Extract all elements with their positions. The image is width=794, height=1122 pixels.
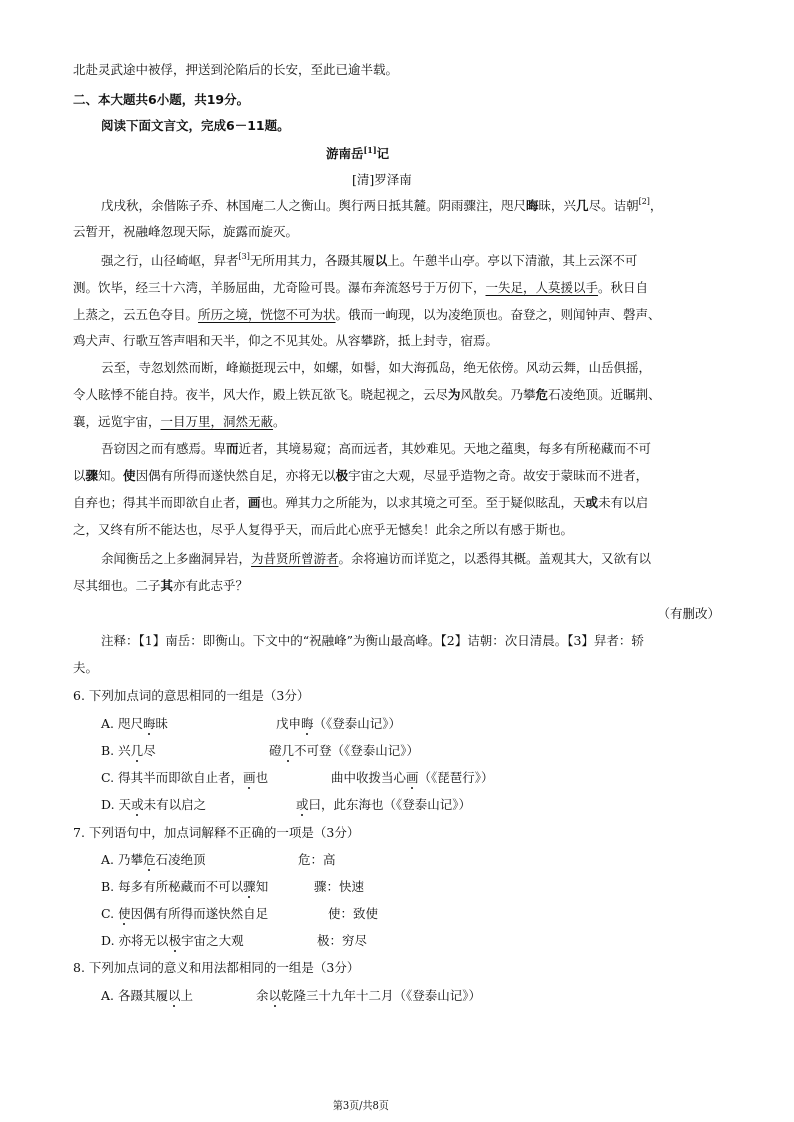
- text-run: 风散矣。乃攀: [460, 387, 536, 402]
- emphasis-char: 使: [123, 468, 136, 483]
- dotted-char: 或: [296, 797, 309, 812]
- text-run: （《登泰山记》）: [313, 716, 402, 731]
- text-run: 余闻衡岳之上多幽洞异岩，: [101, 551, 252, 566]
- text-run: 余: [256, 988, 269, 1003]
- underlined-sentence: 一目万里，洞然无蔽: [160, 414, 274, 429]
- p1-line2: 云暂开，祝融峰忽现天际，旋露而旋灭。: [73, 224, 299, 239]
- question-6-option-a: [101, 716, 168, 732]
- text-run: 戊戌秋，余偕陈子乔、林国庵二人之衡山。舆行两日抵其麓。阴雨骤注，咫尺: [101, 198, 527, 213]
- option-label: D.: [101, 797, 115, 812]
- emphasis-char: 几: [576, 198, 589, 213]
- text-run: 磴: [269, 743, 282, 758]
- emphasis-char: 为: [448, 387, 461, 402]
- emphasis-char: 极: [335, 468, 349, 483]
- p3-line2: [73, 387, 661, 403]
- footnote-line2: 夫。: [73, 660, 99, 675]
- option-label: C.: [101, 906, 115, 921]
- text-run: 尽其细也。二子: [73, 578, 161, 593]
- dotted-char: 以: [168, 988, 181, 1003]
- question-8-option-a-compare: [256, 988, 481, 1004]
- text-run: 近者，其境易窥；高而远者，其妙难见。天地之蕴奥，每多有所秘藏而不可: [238, 441, 652, 456]
- p2-line2: [73, 280, 648, 296]
- dotted-char: 骤: [243, 879, 256, 894]
- reading-instruction: 阅读下面文言文，完成6－11题。: [101, 118, 290, 133]
- section-heading: 二、本大题共6小题，共19分。: [73, 92, 250, 107]
- option-label: A.: [101, 852, 115, 867]
- dotted-char: 画: [243, 770, 256, 785]
- question-7-option-b-gloss: 骤：快速: [314, 879, 365, 894]
- p3-line1: 云至，寺忽划然而断，峰巅挺现云中，如螺，如髻，如大海孤岛，绝无依傍。风动云舞，山岳俱摇，: [101, 360, 652, 375]
- option-label: A.: [101, 716, 115, 731]
- question-6-option-a-compare: [276, 716, 401, 732]
- question-6-option-d: [101, 797, 206, 813]
- dotted-char: 使: [118, 906, 131, 921]
- question-7-option-b: [101, 879, 268, 895]
- text-run: 咫尺: [118, 716, 144, 731]
- text-run: 天: [118, 797, 132, 812]
- text-run: 吾窃因之而有感焉。卑: [101, 441, 227, 456]
- p3-line3: [73, 414, 286, 430]
- text-run: 未有以启: [598, 495, 649, 510]
- p4-line2: [73, 468, 648, 484]
- emphasis-char: 或: [585, 495, 599, 510]
- text-run: 石凌绝顶: [155, 852, 206, 867]
- question-6-stem: 6. 下列加点词的意思相同的一组是（3分）: [73, 688, 310, 703]
- text-run: 各蹑其履: [118, 988, 169, 1003]
- dotted-char: 画: [406, 770, 419, 785]
- question-6-option-c: [101, 770, 268, 786]
- option-label: B.: [101, 743, 115, 758]
- dotted-char: 晦: [301, 716, 314, 731]
- dotted-char: 以: [268, 988, 282, 1003]
- text-run: 上: [180, 988, 194, 1003]
- dotted-char: 极: [168, 933, 182, 948]
- text-run: 无所用其力，各蹑其履: [249, 253, 375, 268]
- text-run: 襄，远览宇宙，: [73, 414, 161, 429]
- text-run: 自弃也；得其半而即欲自止者，: [73, 495, 249, 510]
- emphasis-char: 危: [535, 387, 549, 402]
- footnote-marker: [3]: [238, 252, 250, 261]
- text-run: 宇宙之大观，尽显乎造物之奇。故安于蒙昧而不进者，: [348, 468, 649, 483]
- text-run: 昧，兴: [538, 198, 577, 213]
- text-run: 。余将遍访而详览之，以悉得其概。盖观其大，又欲有以: [338, 551, 652, 566]
- text-run: 知: [255, 879, 269, 894]
- option-label: C.: [101, 770, 115, 785]
- essay-title-main: 游南岳: [326, 146, 364, 161]
- text-run: 以: [73, 468, 86, 483]
- dotted-char: 几: [281, 743, 295, 758]
- underlined-sentence: 一失足，人莫援以手: [485, 280, 599, 295]
- underlined-sentence: 所历之境，恍惚不可为状: [198, 307, 336, 322]
- text-run: 亦将无以: [118, 933, 169, 948]
- footnote-line1: 注释：【1】南岳：即衡山。下文中的“祝融峰”为衡山最高峰。【2】诘朝：次日清晨。【3】舁者：轿: [101, 633, 644, 648]
- text-run: 也: [255, 770, 269, 785]
- option-label: B.: [101, 879, 115, 894]
- text-run: 每多有所秘藏而不可以: [118, 879, 244, 894]
- dotted-char: 几: [130, 743, 144, 758]
- p4-line3: [73, 495, 648, 511]
- text-run: 不可登（《登泰山记》）: [294, 743, 420, 758]
- underlined-sentence: 为昔贤所曾游者: [251, 551, 339, 566]
- text-run: 也。殚其力之所能为，以求其境之可至。至于疑似眩乱，天: [260, 495, 586, 510]
- question-7-option-d-gloss: 极：穷尽: [317, 933, 368, 948]
- text-run: 因偶有所得而遂快然自足，亦将无以: [135, 468, 336, 483]
- p5-line2: [73, 578, 248, 594]
- p1-line1: [101, 198, 662, 214]
- emphasis-char: 晦: [526, 198, 539, 213]
- p2-line4: 鸡犬声、行歌互答声唱和天半，仰之不见其处。从容攀跻，抵上封寺，宿焉。: [73, 333, 499, 348]
- footnote-marker: [1]: [363, 145, 377, 155]
- p2-line3: [73, 307, 661, 323]
- emphasis-char: 以: [374, 253, 388, 268]
- text-run: 令人眩悸不能自持。夜半，风大作，殿上铁瓦欲飞。晓起视之，云尽: [73, 387, 449, 402]
- text-run: 亦有此志乎？: [173, 578, 249, 593]
- essay-title: [326, 146, 389, 162]
- text-run: 。秋日自: [598, 280, 649, 295]
- text-run: 兴: [118, 743, 131, 758]
- text-run: 得其半而即欲自止者，: [118, 770, 244, 785]
- dotted-char: 危: [143, 852, 156, 867]
- text-run: 石凌绝顶。近瞩荆、: [548, 387, 661, 402]
- option-label: A.: [101, 988, 115, 1003]
- text-run: 乾隆三十九年十二月（《登泰山记》）: [281, 988, 482, 1003]
- p4-line1: [101, 441, 651, 457]
- page-footer: 第3页/共8页: [332, 1099, 389, 1112]
- emphasis-char: 而: [226, 441, 239, 456]
- question-7-option-c-gloss: 使：致使: [328, 906, 379, 921]
- question-6-option-b-compare: [269, 743, 419, 759]
- text-run: 尽: [143, 743, 156, 758]
- p4-line4: 之，又终有所不能达也，尽乎人复得乎天，而后此心庶乎无憾矣！此余之所以有感于斯也。: [73, 522, 574, 537]
- text-run: （《琵琶行》）: [418, 770, 494, 785]
- text-run: 上蒸之，云五色夺目。: [73, 307, 199, 322]
- p5-line1: [101, 551, 651, 567]
- emphasis-char: 画: [248, 495, 261, 510]
- text-run: 乃攀: [118, 852, 144, 867]
- essay-title-end: 记: [376, 146, 390, 161]
- text-run: ，: [649, 198, 663, 213]
- question-6-option-d-compare: [296, 797, 471, 813]
- question-6-option-c-compare: [331, 770, 494, 786]
- question-7-option-a-gloss: 危：高: [298, 852, 336, 867]
- text-run: 上。午憩半山亭。亭以下清澈，其上云深不可: [387, 253, 638, 268]
- emphasis-char: 其: [160, 578, 174, 593]
- essay-author: [清]罗泽南: [352, 172, 412, 187]
- text-run: 曰，此东海也（《登泰山记》）: [308, 797, 472, 812]
- text-run: 因偶有所得而遂快然自足: [130, 906, 269, 921]
- option-label: D.: [101, 933, 115, 948]
- text-run: 测。饮毕，经三十六湾，羊肠屈曲，尤奇险可畏。瀑布奔流怒号于万仞下，: [73, 280, 486, 295]
- source-note: （有删改）: [657, 606, 720, 621]
- text-run: 尽。诘朝: [588, 198, 639, 213]
- carry-over-line: 北赴灵武途中被俘，押送到沦陷后的长安，至此已逾半载。: [73, 62, 399, 77]
- text-run: 昧: [155, 716, 169, 731]
- question-8-option-a: [101, 988, 193, 1004]
- text-run: 知。: [98, 468, 124, 483]
- footnote-marker: [2]: [638, 197, 650, 206]
- text-run: 。俄而一峋现，以为凌绝顶也。奋登之，则闻钟声、磬声、: [335, 307, 661, 322]
- question-7-option-a: [101, 852, 206, 868]
- question-7-option-d: [101, 933, 244, 949]
- text-run: 强之行，山径崎岖，舁者: [101, 253, 239, 268]
- p2-line1: [101, 253, 637, 269]
- question-8-stem: 8. 下列加点词的意义和用法都相同的一组是（3分）: [73, 960, 360, 975]
- text-run: 。: [273, 414, 286, 429]
- text-run: 未有以启之: [143, 797, 207, 812]
- question-7-stem: 7. 下列语句中，加点词解释不正确的一项是（3分）: [73, 825, 360, 840]
- text-run: 戊申: [276, 716, 302, 731]
- emphasis-char: 骤: [85, 468, 99, 483]
- dotted-char: 或: [131, 797, 144, 812]
- question-7-option-c: [101, 906, 268, 922]
- text-run: 宇宙之大观: [181, 933, 244, 948]
- question-6-option-b: [101, 743, 156, 759]
- dotted-char: 晦: [143, 716, 156, 731]
- text-run: 曲中收拨当心: [331, 770, 407, 785]
